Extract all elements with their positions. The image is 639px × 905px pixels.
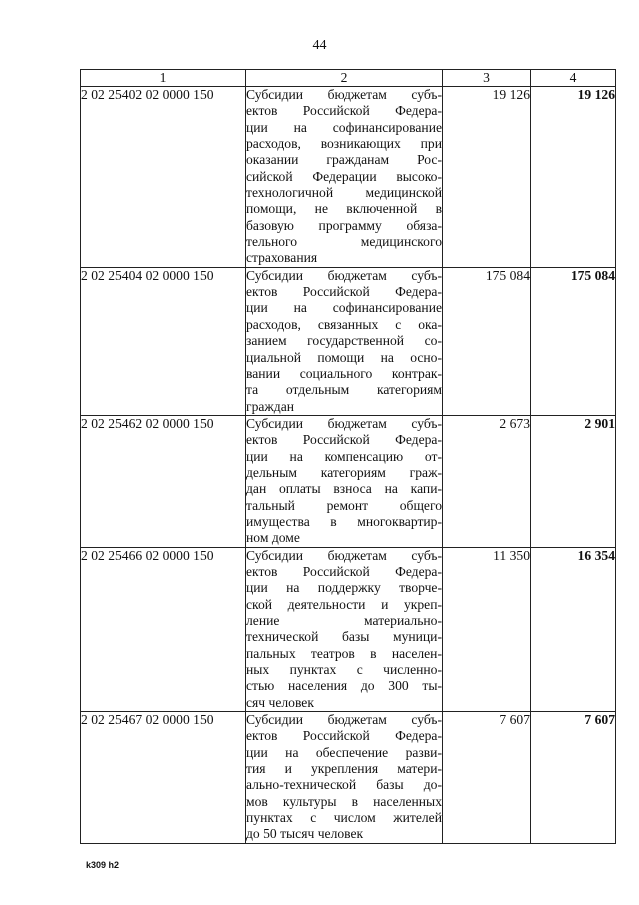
- description-line: ции на поддержку творче-: [246, 580, 442, 596]
- description-line: ектов Российской Федера-: [246, 728, 442, 744]
- description-line: дан оплаты взноса на капи-: [246, 481, 442, 497]
- amount-col3-cell: 175 084: [443, 267, 531, 415]
- amount-col4-cell: 175 084: [531, 267, 616, 415]
- table-row: [81, 415, 616, 547]
- budget-code-cell: 2 02 25462 02 0000 150: [81, 415, 246, 547]
- description-line: циальной помощи на осно-: [246, 349, 442, 365]
- column-header-1: 1: [81, 70, 246, 87]
- description-line: Субсидии бюджетам субъ-: [246, 267, 442, 283]
- description-line: Субсидии бюджетам субъ-: [246, 547, 442, 563]
- page-number: 44: [312, 38, 327, 53]
- description-line: тия и укрепления матери-: [246, 761, 442, 777]
- description-line: ции на обеспечение разви-: [246, 744, 442, 760]
- description-line: ном доме: [246, 530, 300, 546]
- column-header-3: 3: [443, 70, 531, 87]
- description-line: Субсидии бюджетам субъ-: [246, 415, 442, 431]
- amount-col3-cell: 7 607: [443, 712, 531, 844]
- amount-col4-cell: 2 901: [531, 415, 616, 547]
- description-line: дельным категориям граж-: [246, 464, 442, 480]
- description-line: Субсидии бюджетам субъ-: [246, 87, 442, 102]
- description-line: пунктах с числом жителей: [246, 810, 442, 826]
- budget-code-cell: 2 02 25467 02 0000 150: [81, 712, 246, 844]
- footer-code: k309 h2: [86, 860, 120, 870]
- table-row: [81, 712, 616, 844]
- description-line: ектов Российской Федера-: [246, 432, 442, 448]
- amount-col3-cell: 11 350: [443, 547, 531, 711]
- budget-table: [80, 69, 616, 844]
- table-row: [81, 547, 616, 711]
- description-line: технологичной медицинской: [246, 185, 442, 201]
- description-line: та отдельным категориям: [246, 382, 442, 398]
- amount-col4-cell: 7 607: [531, 712, 616, 844]
- description-line: ектов Российской Федера-: [246, 284, 442, 300]
- description-line: имущества в многоквартир-: [246, 513, 442, 529]
- description-line: ление материально-: [246, 613, 442, 628]
- amount-col4-cell: 19 126: [531, 87, 616, 268]
- description-line: Субсидии бюджетам субъ-: [246, 712, 442, 728]
- description-line: сийской Федерации высоко-: [246, 168, 442, 184]
- budget-code-cell: 2 02 25466 02 0000 150: [81, 547, 246, 711]
- table-header-row: [81, 70, 616, 87]
- description-line: стью населения до 300 ты-: [246, 678, 442, 694]
- description-line: занием государственной со-: [246, 333, 442, 349]
- description-line: оказании гражданам Рос-: [246, 152, 442, 168]
- column-header-4: 4: [531, 70, 616, 87]
- description-line: до 50 тысяч человек: [246, 826, 364, 842]
- description-line: пальных театров в населен-: [246, 645, 442, 661]
- budget-code-cell: 2 02 25402 02 0000 150: [81, 87, 246, 268]
- description-line: мов культуры в населенных: [246, 793, 442, 809]
- description-line: ции на компенсацию от-: [246, 448, 442, 464]
- table-row: [81, 267, 616, 415]
- description-cell: [246, 415, 443, 547]
- description-line: ных пунктах с численно-: [246, 662, 442, 678]
- table-body: [81, 87, 616, 844]
- column-header-2: 2: [246, 70, 443, 87]
- description-line: помощи, не включенной в: [246, 201, 442, 217]
- amount-col3-cell: 19 126: [443, 87, 531, 268]
- budget-code-cell: 2 02 25404 02 0000 150: [81, 267, 246, 415]
- description-line: ской деятельности и укреп-: [246, 596, 442, 612]
- description-cell: [246, 87, 443, 268]
- description-line: ции на софинансирование: [246, 300, 442, 316]
- description-line: граждан: [246, 398, 295, 414]
- description-line: ции на софинансирование: [246, 119, 442, 135]
- table-row: [81, 87, 616, 268]
- description-line: расходов, связанных с ока-: [246, 316, 442, 332]
- description-line: сяч человек: [246, 694, 314, 710]
- description-line: тельного медицинского: [246, 234, 442, 250]
- description-line: ально-технической базы до-: [246, 777, 442, 793]
- amount-col4-cell: 16 354: [531, 547, 616, 711]
- description-cell: [246, 547, 443, 711]
- description-line: расходов, возникающих при: [246, 136, 442, 152]
- description-line: тальный ремонт общего: [246, 497, 442, 513]
- description-line: ектов Российской Федера-: [246, 103, 442, 119]
- amount-col3-cell: 2 673: [443, 415, 531, 547]
- description-line: ектов Российской Федера-: [246, 563, 442, 579]
- description-cell: [246, 267, 443, 415]
- description-line: вании социального контрак-: [246, 365, 442, 381]
- description-line: страхования: [246, 250, 318, 266]
- description-cell: [246, 712, 443, 844]
- description-line: базовую программу обяза-: [246, 217, 442, 233]
- description-line: технической базы муници-: [246, 629, 442, 645]
